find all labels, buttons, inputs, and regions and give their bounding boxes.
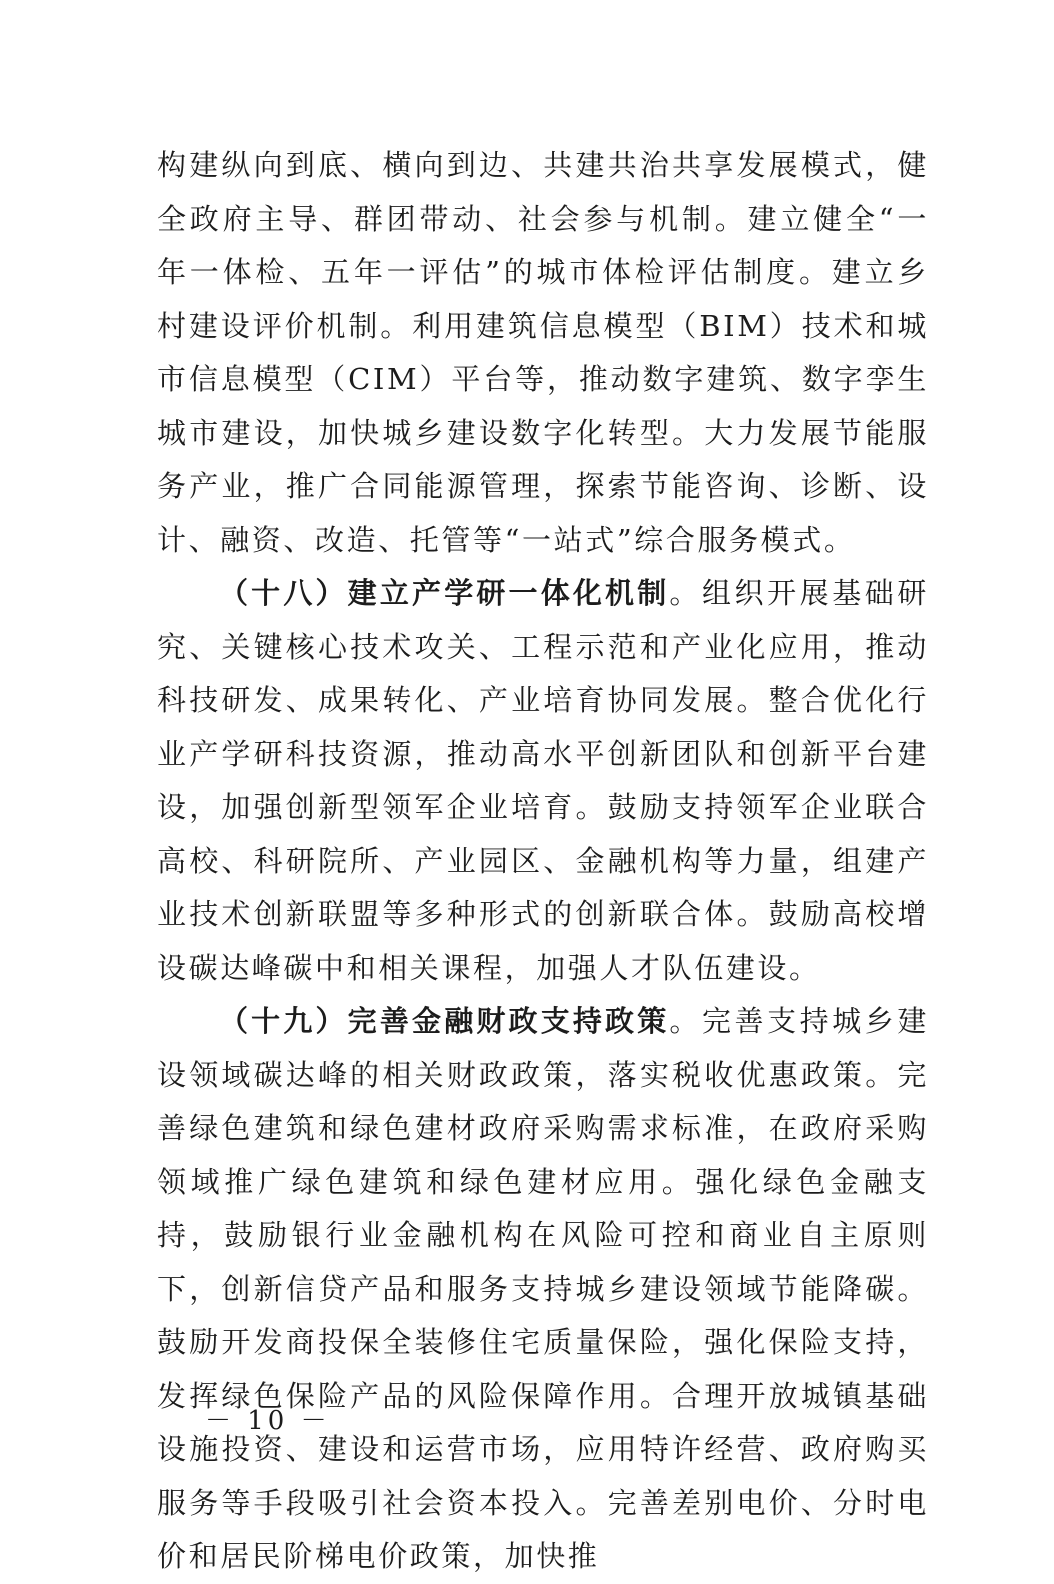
section-heading-19: （十九）完善金融财政支持政策 bbox=[219, 1004, 670, 1038]
section-heading-18: （十八）建立产学研一体化机制 bbox=[219, 576, 670, 610]
paragraph-18 bbox=[157, 567, 929, 995]
paragraph-text: 。完善支持城乡建设领域碳达峰的相关财政政策，落实税收优惠政策。完善绿色建筑和绿色建材政府采购需求标准，在政府采购领域推广绿色建筑和绿色建材应用。强化绿色金融支持，鼓励银行业金融机构在风险可控和商业自主原则下，创新信贷产品和服务支持城乡建设领域节能降碳。鼓励开发商投保全装修住宅质量保险，强化保险支持，发挥绿色保险产品的风险保障作用。合理开放城镇基础设施投资、建设和运营市场，应用特许经营、政府购买服务等手段吸引社会资本投入。完善差别电价、分时电价和居民阶梯电价政策，加快推 bbox=[157, 1004, 929, 1573]
paragraph-text: 。组织开展基础研究、关键核心技术攻关、工程示范和产业化应用，推动科技研发、成果转化、产业培育协同发展。整合优化行业产学研科技资源，推动高水平创新团队和创新平台建设，加强创新型领军企业培育。鼓励支持领军企业联合高校、科研院所、产业园区、金融机构等力量，组建产业技术创新联盟等多种形式的创新联合体。鼓励高校增设碳达峰碳中和相关课程，加强人才队伍建设。 bbox=[157, 576, 929, 985]
document-body bbox=[157, 139, 929, 1584]
paragraph-19 bbox=[157, 995, 929, 1584]
paragraph-continuation bbox=[157, 139, 929, 567]
paragraph-text: 构建纵向到底、横向到边、共建共治共享发展模式，健全政府主导、群团带动、社会参与机制。建立健全“一年一体检、五年一评估”的城市体检评估制度。建立乡村建设评价机制。利用建筑信息模型（BIM）技术和城市信息模型（CIM）平台等，推动数字建筑、数字孪生城市建设，加快城乡建设数字化转型。大力发展节能服务产业，推广合同能源管理，探索节能咨询、诊断、设计、融资、改造、托管等“一站式”综合服务模式。 bbox=[157, 148, 929, 557]
page-number: － 10 － bbox=[205, 1406, 331, 1436]
